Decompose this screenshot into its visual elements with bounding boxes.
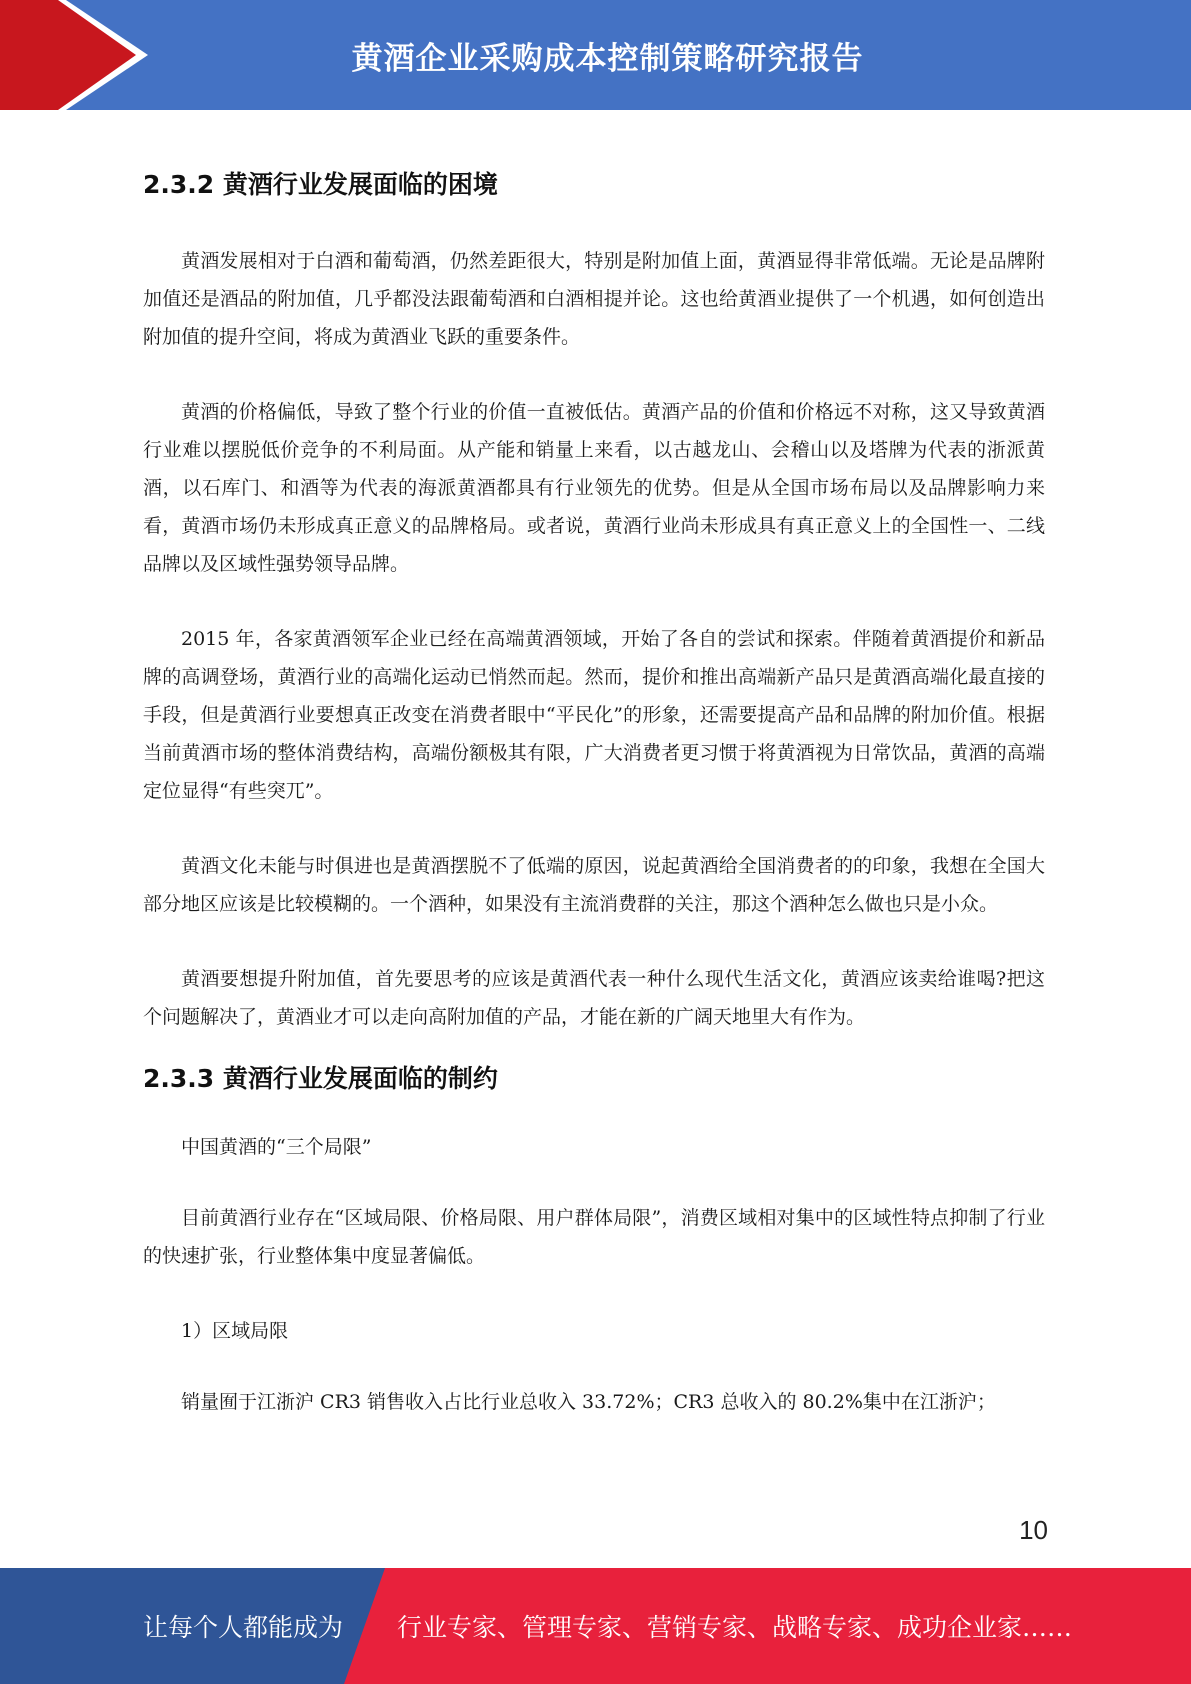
list-item-heading: 1）区域局限 bbox=[181, 1320, 289, 1342]
paragraph: 2015 年，各家黄酒领军企业已经在高端黄酒领域，开始了各自的尝试和探索。伴随着黄酒提价和新品牌的高调登场，黄酒行业的高端化运动已悄然而起。然而，提价和推出高端新产品只是黄酒高端化最直接的手段，但是黄酒行业要想真正改变在消费者眼中“平民化”的形象，还需要提高产品和品牌的附加价值。根据当前黄酒市场的整体消费结构，高端份额极其有限，广大消费者更习惯于将黄酒视为日常饮品，黄酒的高端定位显得“有些突兀”。 bbox=[143, 628, 1045, 802]
paragraph: 中国黄酒的“三个局限” bbox=[181, 1136, 372, 1158]
paragraph: 黄酒发展相对于白酒和葡萄酒，仍然差距很大，特别是附加值上面，黄酒显得非常低端。无论是品牌附加值还是酒品的附加值，几乎都没法跟葡萄酒和白酒相提并论。这也给黄酒业提供了一个机遇，如何创造出附加值的提升空间，将成为黄酒业飞跃的重要条件。 bbox=[143, 250, 1045, 348]
section-heading-2-3-2: 2.3.2 黄酒行业发展面临的困境 bbox=[143, 170, 498, 199]
section-heading-2-3-3: 2.3.3 黄酒行业发展面临的制约 bbox=[143, 1064, 498, 1093]
paragraph: 目前黄酒行业存在“区域局限、价格局限、用户群体局限”，消费区域相对集中的区域性特点抑制了行业的快速扩张，行业整体集中度显著偏低。 bbox=[143, 1207, 1045, 1267]
paragraph: 黄酒文化未能与时俱进也是黄酒摆脱不了低端的原因，说起黄酒给全国消费者的的印象，我想在全国大部分地区应该是比较模糊的。一个酒种，如果没有主流消费群的关注，那这个酒种怎么做也只是小众。 bbox=[143, 855, 1045, 915]
report-title: 黄酒企业采购成本控制策略研究报告 bbox=[351, 40, 864, 77]
paragraph: 黄酒的价格偏低，导致了整个行业的价值一直被低估。黄酒产品的价值和价格远不对称，这又导致黄酒行业难以摆脱低价竞争的不利局面。从产能和销量上来看，以古越龙山、会稽山以及塔牌为代表的浙派黄酒，以石库门、和酒等为代表的海派黄酒都具有行业领先的优势。但是从全国市场布局以及品牌影响力来看，黄酒市场仍未形成真正意义的品牌格局。或者说，黄酒行业尚未形成具有真正意义上的全国性一、二线品牌以及区域性强势领导品牌。 bbox=[143, 401, 1045, 575]
page-footer bbox=[0, 1568, 1191, 1684]
page-number: 10 bbox=[1019, 1515, 1048, 1545]
paragraph: 销量囿于江浙沪 CR3 销售收入占比行业总收入 33.72%；CR3 总收入的 80.2%集中在江浙沪； bbox=[181, 1391, 996, 1413]
page-header bbox=[0, 0, 1191, 110]
footer-slogan-left: 让每个人都能成为 bbox=[143, 1613, 344, 1642]
page-body bbox=[143, 150, 1045, 1458]
footer-slogan-right: 行业专家、管理专家、营销专家、战略专家、成功企业家…… bbox=[397, 1613, 1073, 1642]
paragraph: 黄酒要想提升附加值，首先要思考的应该是黄酒代表一种什么现代生活文化，黄酒应该卖给谁喝?把这个问题解决了，黄酒业才可以走向高附加值的产品，才能在新的广阔天地里大有作为。 bbox=[143, 968, 1045, 1028]
